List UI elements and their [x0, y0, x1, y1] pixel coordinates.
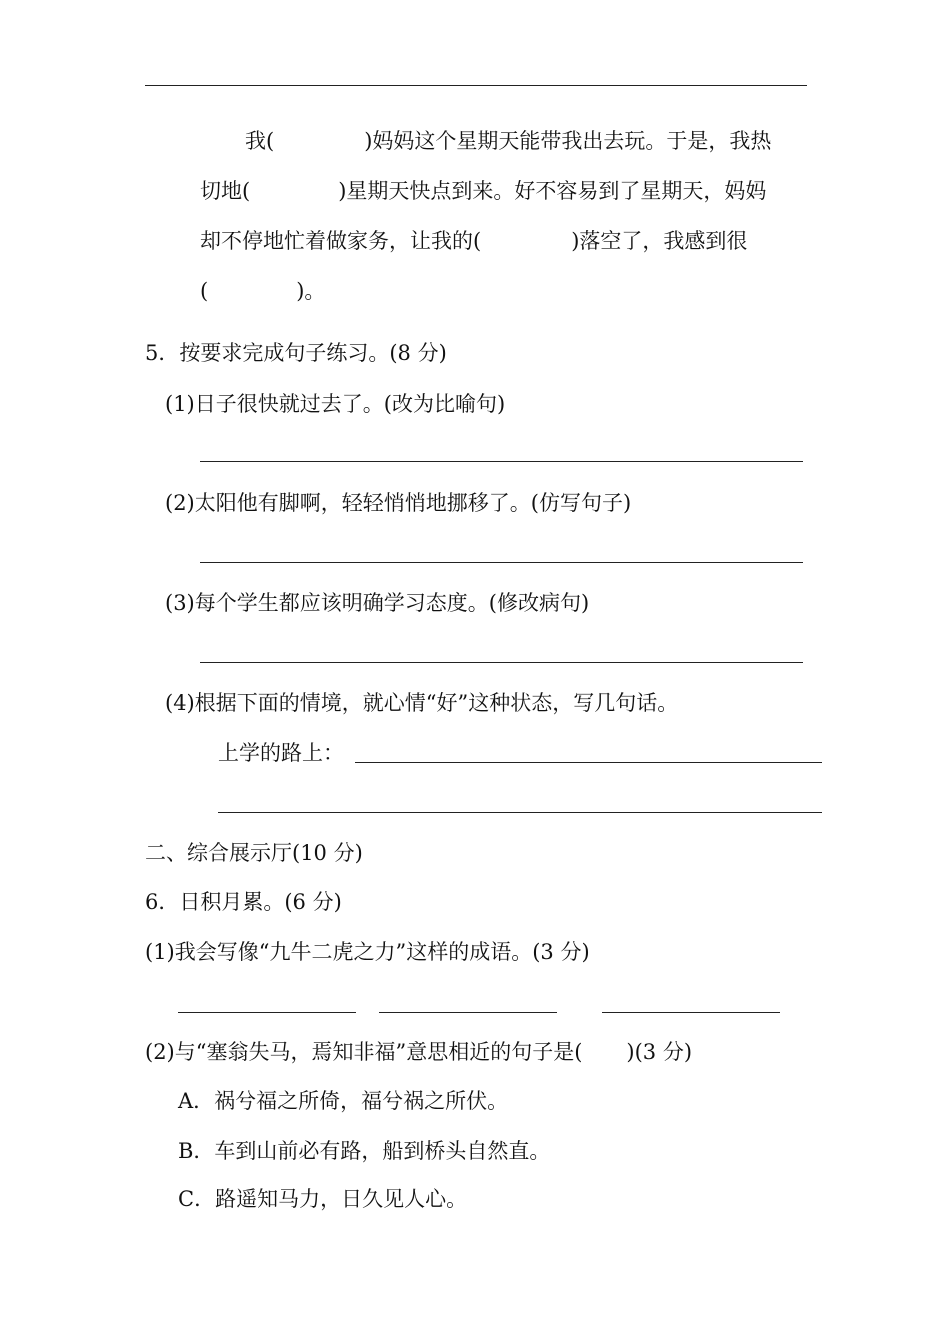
answer-line-6-1b[interactable]	[379, 1012, 557, 1013]
question-6-2	[145, 1037, 692, 1067]
section-2-title: 二、综合展示厅(10 分)	[145, 841, 363, 865]
paragraph-text: )。	[296, 279, 326, 303]
question-5-2: (2)太阳他有脚啊，轻轻悄悄地挪移了。(仿写句子)	[165, 491, 632, 515]
question-5-4: (4)根据下面的情境，就心情“好”这种状态，写几句话。	[165, 691, 679, 715]
paragraph-line-1	[245, 126, 771, 156]
top-answer-line[interactable]	[145, 85, 807, 86]
option-b: B．车到山前必有路，船到桥头自然直。	[178, 1139, 551, 1163]
question-5-title: 5．按要求完成句子练习。(8 分)	[145, 341, 447, 365]
paragraph-line-4	[200, 276, 325, 306]
question-6-title: 6．日积月累。(6 分)	[145, 890, 342, 914]
answer-line-5-3[interactable]	[200, 662, 803, 663]
paragraph-line-3	[200, 226, 747, 256]
paragraph-text: (	[200, 279, 209, 303]
paragraph-text: )妈妈这个星期天能带我出去玩。于是，我热	[364, 129, 772, 153]
paragraph-text: 却不停地忙着做家务，让我的(	[200, 229, 482, 253]
option-c: C．路遥知马力，日久见人心。	[178, 1187, 468, 1211]
answer-line-5-4a[interactable]	[355, 762, 822, 763]
answer-line-6-1a[interactable]	[178, 1012, 356, 1013]
answer-line-5-4b[interactable]	[218, 812, 822, 813]
question-5-4-prompt	[218, 738, 344, 768]
prompt-label: 上学的路上：	[218, 741, 344, 765]
question-6-1: (1)我会写像“九牛二虎之力”这样的成语。(3 分)	[145, 940, 590, 964]
paragraph-text: )星期天快点到来。好不容易到了星期天，妈妈	[338, 179, 767, 203]
question-text: (2)与“塞翁失马，焉知非福”意思相近的句子是(	[145, 1040, 583, 1064]
question-5-1: (1)日子很快就过去了。(改为比喻句)	[165, 392, 506, 416]
answer-line-5-2[interactable]	[200, 562, 803, 563]
answer-line-5-1[interactable]	[200, 461, 803, 462]
paragraph-text: 切地(	[200, 179, 251, 203]
paragraph-text: 我(	[245, 129, 275, 153]
question-text: )(3 分)	[626, 1040, 693, 1064]
answer-line-6-1c[interactable]	[602, 1012, 780, 1013]
paragraph-line-2	[200, 176, 766, 206]
option-a: A．祸兮福之所倚，福兮祸之所伏。	[178, 1089, 509, 1113]
question-5-3: (3)每个学生都应该明确学习态度。(修改病句)	[165, 591, 590, 615]
paragraph-text: )落空了，我感到很	[571, 229, 748, 253]
